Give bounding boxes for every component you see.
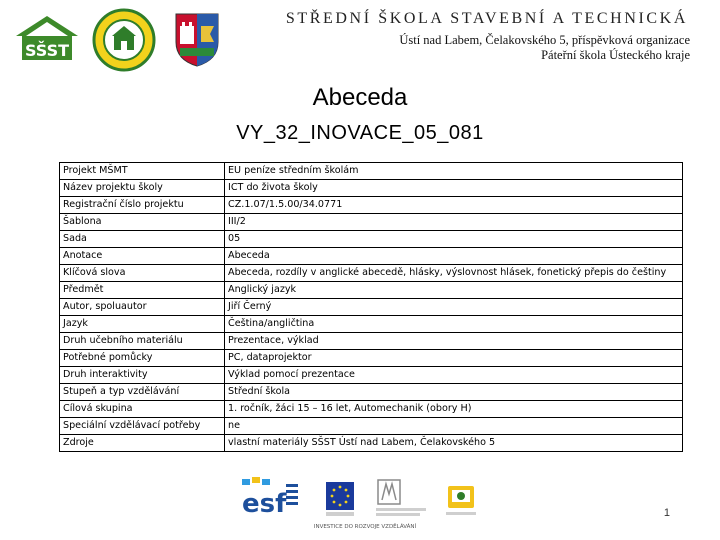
row-value: 1. ročník, žáci 15 – 16 let, Automechanik (obory H) [225, 401, 683, 418]
table-row [60, 401, 683, 418]
row-key: Potřebné pomůcky [60, 350, 225, 367]
table-row [60, 350, 683, 367]
row-key: Anotace [60, 248, 225, 265]
row-value: PC, dataprojektor [225, 350, 683, 367]
school-logo [14, 14, 80, 62]
row-value: EU peníze středním školám [225, 163, 683, 180]
funding-logos [240, 476, 490, 530]
funding-tagline: INVESTICE DO ROZVOJE VZDĚLÁVÁNÍ [313, 524, 417, 530]
school-name: STŘEDNÍ ŠKOLA STAVEBNÍ A TECHNICKÁ [285, 10, 688, 27]
school-seal-icon [92, 8, 156, 72]
table-row [60, 367, 683, 384]
row-value: Čeština/angličtina [225, 316, 683, 333]
row-key: Zdroje [60, 435, 225, 452]
row-key: Šablona [60, 214, 225, 231]
table-row [60, 265, 683, 282]
page-number: 1 [663, 507, 670, 519]
school-logo-text: SŠST [24, 41, 70, 60]
row-key: Druh učebního materiálu [60, 333, 225, 350]
row-key: Sada [60, 231, 225, 248]
table-row [60, 299, 683, 316]
row-key: Stupeň a typ vzdělávání [60, 384, 225, 401]
row-key: Název projektu školy [60, 180, 225, 197]
document-code: VY_32_INOVACE_05_081 [236, 122, 484, 144]
row-value: Anglický jazyk [225, 282, 683, 299]
table-row [60, 282, 683, 299]
row-key: Projekt MŠMT [60, 163, 225, 180]
row-value: Střední škola [225, 384, 683, 401]
row-value: Abeceda, rozdíly v anglické abecedě, hlásky, výslovnost hlásek, fonetický přepis do češtiny [225, 265, 683, 282]
table-row [60, 384, 683, 401]
row-value: Prezentace, výklad [225, 333, 683, 350]
region-crest-icon [174, 12, 220, 68]
row-value: 05 [225, 231, 683, 248]
row-value: vlastní materiály SŠST Ústí nad Labem, Čelakovského 5 [225, 435, 683, 452]
op-logo-icon [446, 486, 476, 515]
table-row [60, 316, 683, 333]
table-row [60, 214, 683, 231]
row-key: Předmět [60, 282, 225, 299]
table-row [60, 163, 683, 180]
row-key: Klíčová slova [60, 265, 225, 282]
row-value: III/2 [225, 214, 683, 231]
row-value: ICT do života školy [225, 180, 683, 197]
table-row [60, 333, 683, 350]
row-value: CZ.1.07/1.5.00/34.0771 [225, 197, 683, 214]
row-key: Druh interaktivity [60, 367, 225, 384]
table-row [60, 435, 683, 452]
row-key: Registrační číslo projektu [60, 197, 225, 214]
esf-logo-text: esf [242, 489, 287, 519]
row-key: Cílová skupina [60, 401, 225, 418]
table-row [60, 418, 683, 435]
school-subtitle: Páteřní škola Ústeckého kraje [541, 48, 690, 62]
school-address: Ústí nad Labem, Čelakovského 5, příspěvková organizace [399, 33, 690, 47]
project-info-table [59, 162, 683, 452]
table-row [60, 248, 683, 265]
row-value: ne [225, 418, 683, 435]
row-key: Speciální vzdělávací potřeby [60, 418, 225, 435]
msmt-logo-icon [376, 480, 426, 516]
row-value: Výklad pomocí prezentace [225, 367, 683, 384]
table-row [60, 180, 683, 197]
table-row [60, 197, 683, 214]
row-key: Autor, spoluautor [60, 299, 225, 316]
row-value: Jiří Černý [225, 299, 683, 316]
table-row [60, 231, 683, 248]
row-key: Jazyk [60, 316, 225, 333]
row-value: Abeceda [225, 248, 683, 265]
document-title: Abeceda [312, 84, 408, 111]
